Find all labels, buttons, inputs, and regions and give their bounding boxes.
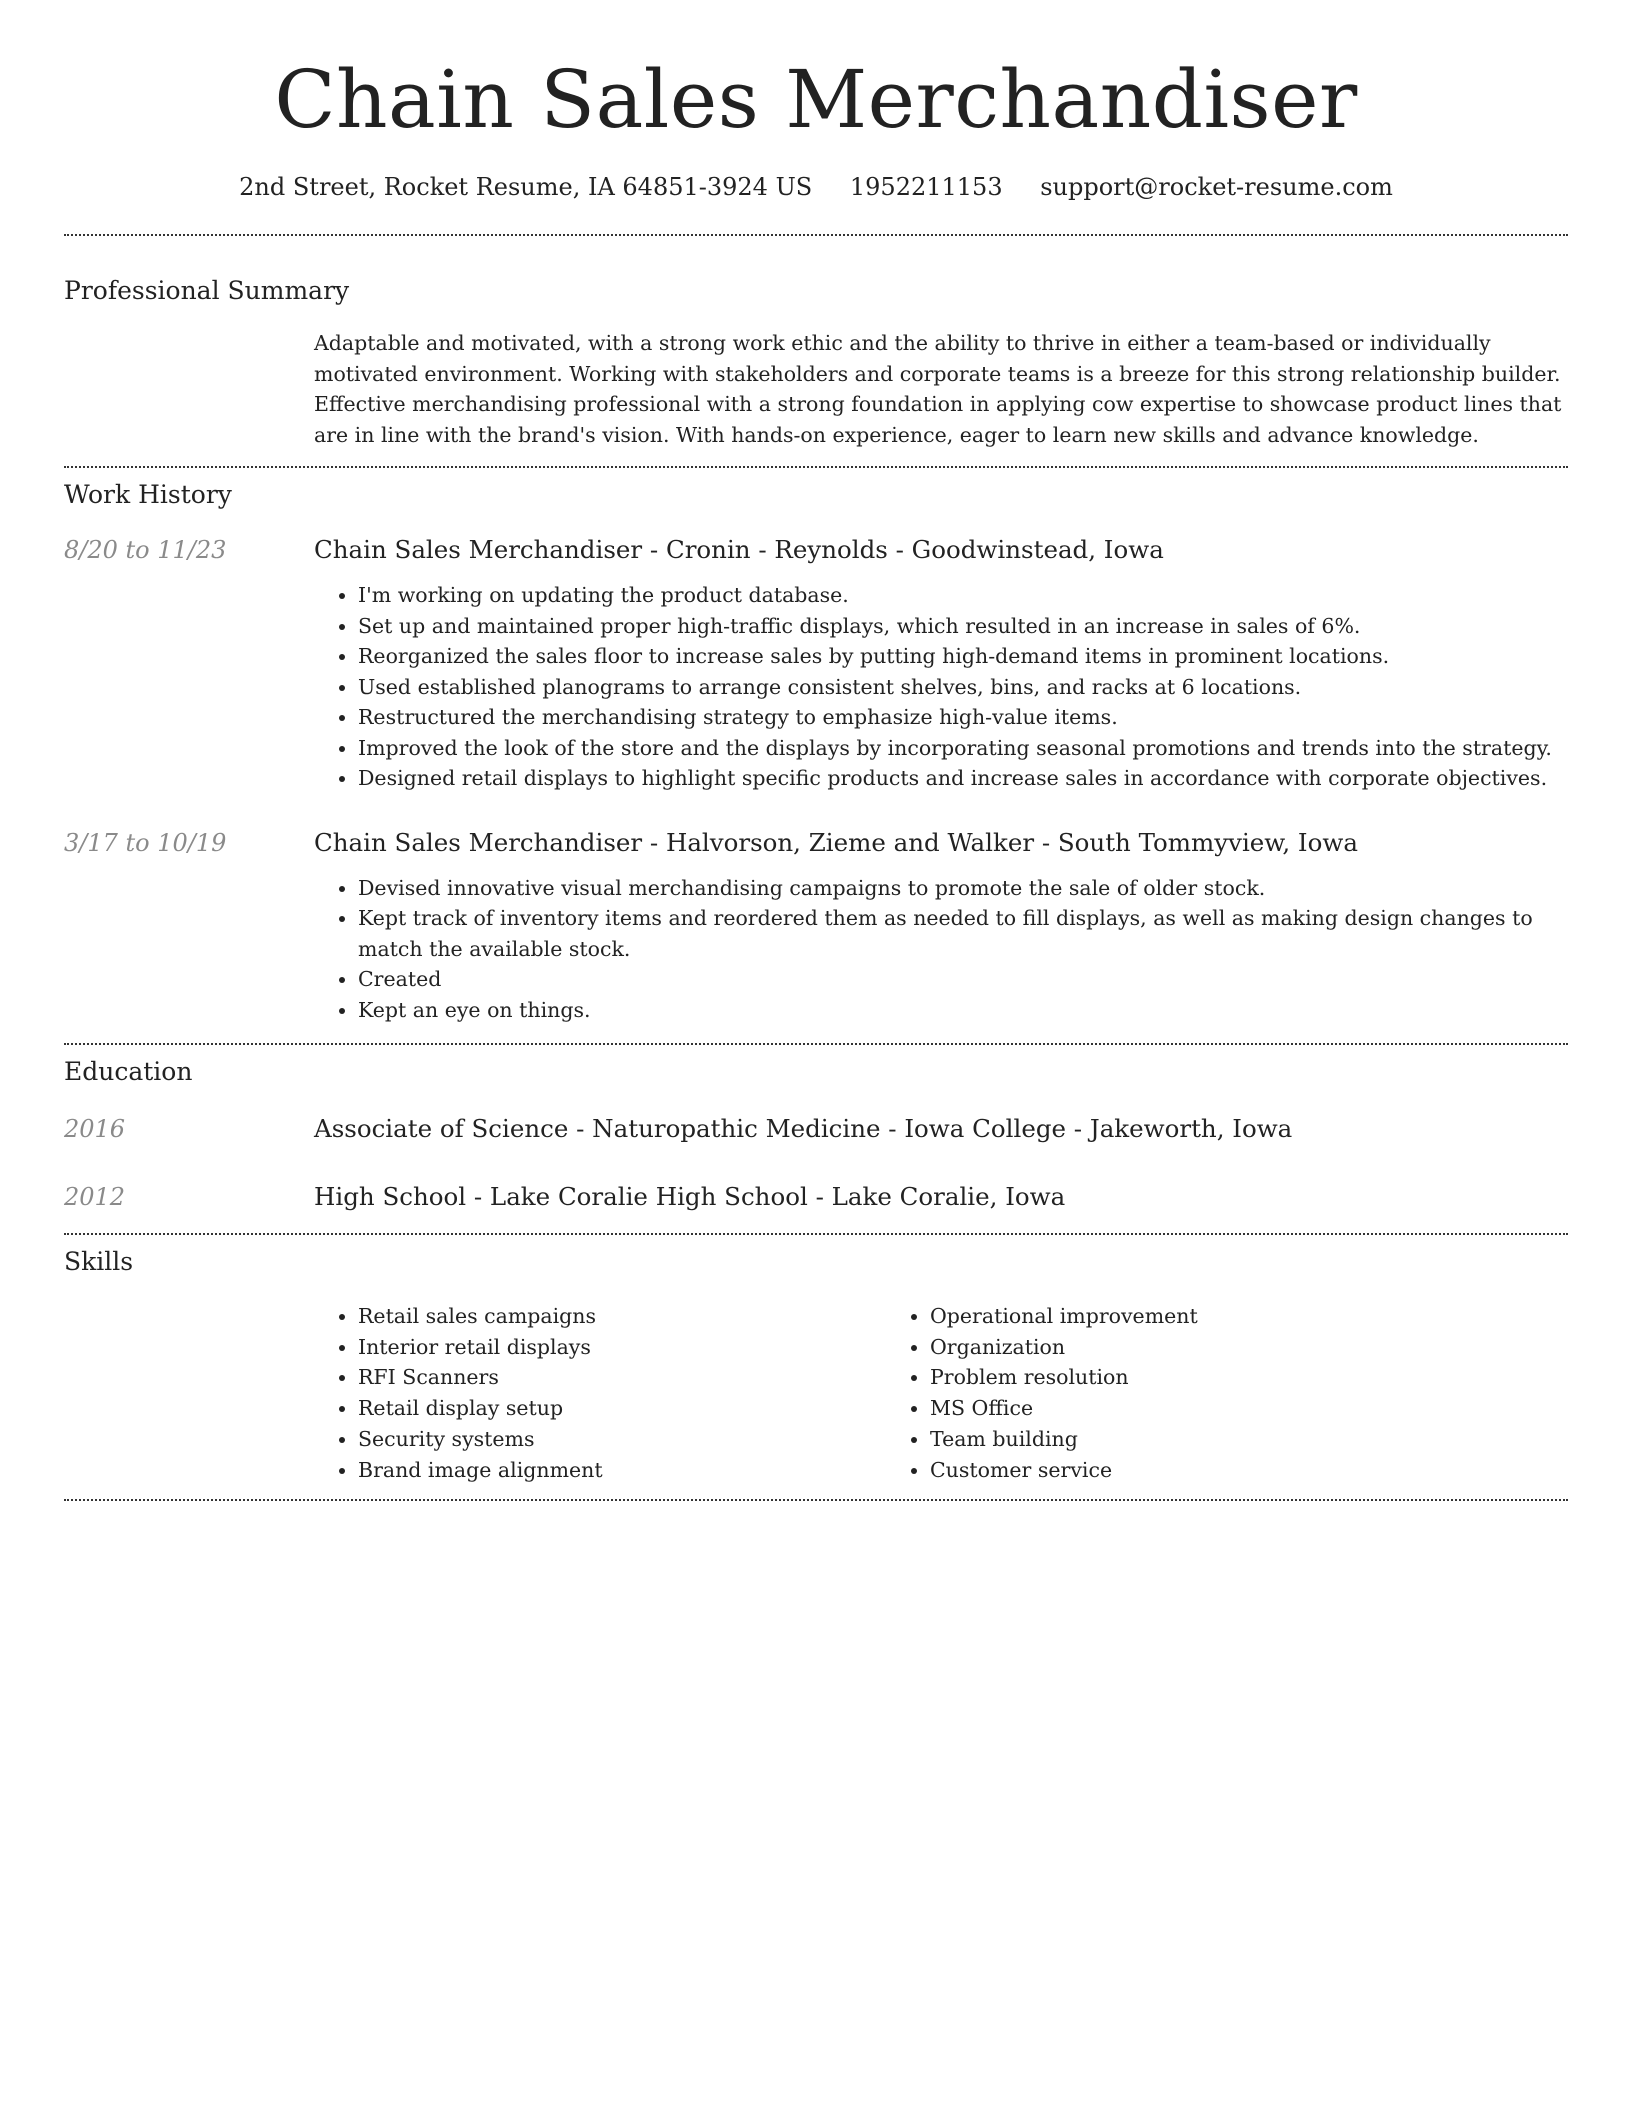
section-title-summary: Professional Summary (64, 276, 350, 305)
education-degree: Associate of Science - Naturopathic Medicine (314, 1114, 881, 1143)
section-divider (64, 1499, 1568, 1501)
list-item: • MS Office (930, 1393, 1506, 1424)
job-company: - Cronin - Reynolds - Goodwinstead, Iowa (642, 535, 1164, 564)
education-year: 2012 (64, 1183, 126, 1211)
job-role: Chain Sales Merchandiser (314, 827, 643, 857)
job-heading (314, 534, 1568, 566)
education-school: - Iowa College - Jakeworth, Iowa (880, 1114, 1293, 1143)
list-item: • Set up and maintained proper high-traffic displays, which resulted in an increase in sales of 6%. (358, 611, 1568, 642)
section-divider (64, 1043, 1568, 1045)
list-item: • Security systems (358, 1424, 886, 1455)
skills-list-left (314, 1301, 886, 1485)
list-item: • Operational improvement (930, 1301, 1506, 1332)
list-item: • RFI Scanners (358, 1362, 886, 1393)
section-title-education: Education (64, 1057, 193, 1086)
contact-line (64, 170, 1568, 204)
list-item: • Organization (930, 1332, 1506, 1363)
education-degree: High School (314, 1182, 467, 1211)
summary-text: Adaptable and motivated, with a strong work ethic and the ability to thrive in either a team-based or individually motivated environment. Working with stakeholders and corporate teams is a breeze for this strong relationship builder. Effective merchandising professional with a strong foundation in applying cow expertise to showcase product lines that are in line with the brand's vision. With hands-on experience, eager to learn new skills and advance knowledge. (314, 331, 1562, 447)
list-item: • Interior retail displays (358, 1332, 886, 1363)
section-divider (64, 1233, 1568, 1235)
job-bullets (314, 580, 1568, 794)
email-text: support@rocket-resume.com (1040, 173, 1393, 201)
candidate-name: Chain Sales Merchandiser (274, 53, 1358, 146)
list-item: • Restructured the merchandising strategy to emphasize high-value items. (358, 702, 1568, 733)
section-title-work-history: Work History (64, 480, 232, 509)
education-entry (64, 1181, 1568, 1213)
section-title-skills: Skills (64, 1247, 134, 1276)
list-item: • Retail sales campaigns (358, 1301, 886, 1332)
list-item: • I'm working on updating the product database. (358, 580, 1568, 611)
education-year: 2016 (64, 1115, 126, 1143)
phone-text: 1952211153 (849, 173, 1003, 201)
work-history-section (64, 478, 1568, 1025)
list-item: • Devised innovative visual merchandising campaigns to promote the sale of older stock. (358, 873, 1568, 904)
job-dates: 8/20 to 11/23 (64, 536, 227, 564)
skills-grid (314, 1301, 1568, 1485)
address-text: 2nd Street, Rocket Resume, IA 64851-3924 US (239, 173, 813, 201)
list-item: • Used established planograms to arrange consistent shelves, bins, and racks at 6 locations. (358, 672, 1568, 703)
list-item: • Kept track of inventory items and reordered them as needed to fill displays, as well as making design changes to match the available stock. (358, 903, 1568, 964)
list-item: • Customer service (930, 1455, 1506, 1486)
list-item: • Improved the look of the store and the displays by incorporating seasonal promotions and trends into the strategy. (358, 733, 1568, 764)
list-item: • Problem resolution (930, 1362, 1506, 1393)
list-item: • Retail display setup (358, 1393, 886, 1424)
job-entry (64, 534, 1568, 794)
skills-section (64, 1245, 1568, 1485)
job-bullets (314, 873, 1568, 1026)
job-entry (64, 827, 1568, 1026)
list-item: • Created (358, 964, 1568, 995)
education-school: - Lake Coralie High School - Lake Coralie, Iowa (466, 1182, 1066, 1211)
job-dates: 3/17 to 10/19 (64, 828, 227, 857)
job-company: - Halvorson, Zieme and Walker - South Tommyview, Iowa (642, 827, 1358, 857)
skills-list-right (886, 1301, 1506, 1485)
list-item: • Brand image alignment (358, 1455, 886, 1486)
list-item: • Kept an eye on things. (358, 995, 1568, 1026)
summary-section (64, 274, 1568, 450)
list-item: • Reorganized the sales floor to increase sales by putting high-demand items in prominent locations. (358, 641, 1568, 672)
job-heading (314, 827, 1568, 859)
list-item: • Designed retail displays to highlight specific products and increase sales in accordance with corporate objectives. (358, 763, 1568, 794)
job-role: Chain Sales Merchandiser (314, 535, 643, 564)
list-item: • Team building (930, 1424, 1506, 1455)
resume-page (64, 0, 1568, 1501)
education-section (64, 1055, 1568, 1213)
section-divider (64, 234, 1568, 236)
education-entry (64, 1113, 1568, 1145)
section-divider (64, 466, 1568, 468)
